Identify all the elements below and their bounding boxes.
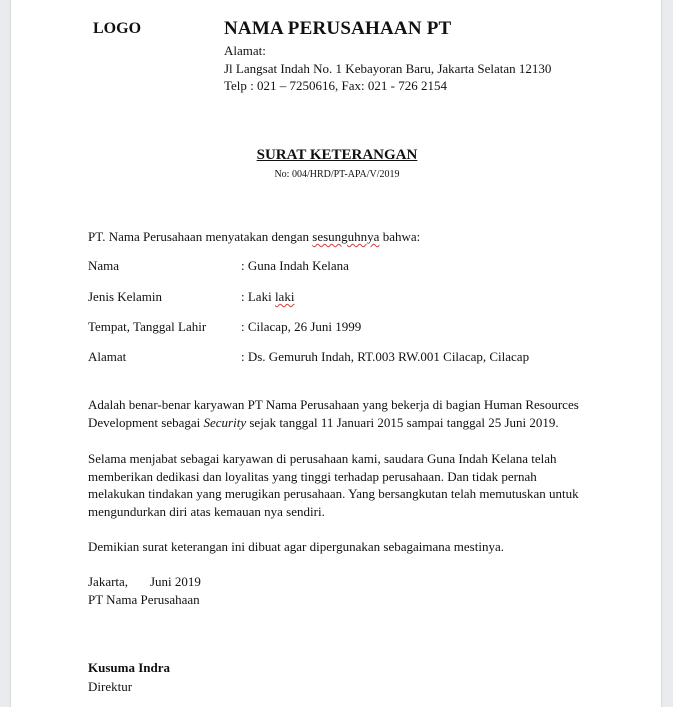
field-label-alamat: Alamat — [88, 349, 127, 364]
signer-title: Direktur — [88, 679, 133, 694]
contact-line: Telp : 021 – 7250616, Fax: 021 - 726 2154 — [224, 78, 447, 93]
letter-date: Juni 2019 — [150, 574, 201, 589]
intro-prefix: PT. Nama Perusahaan menyatakan dengan — [88, 229, 313, 244]
paragraph-closing: Demikian surat keterangan ini dibuat agar dipergunakan sebagaimana mestinya. — [88, 539, 504, 554]
para1-part1: Adalah benar-benar karyawan PT Nama Perusahaan yang bekerja di bagian Human Resources Development sebagai — [88, 397, 579, 430]
letter-number: No: 004/HRD/PT-APA/V/2019 — [274, 169, 400, 180]
address-line: Jl Langsat Indah No. 1 Kebayoran Baru, Jakarta Selatan 12130 — [224, 61, 552, 76]
company-name: NAMA PERUSAHAAN PT — [224, 18, 452, 39]
company-signature: PT Nama Perusahaan — [88, 592, 200, 607]
para1-italic: Security — [203, 414, 247, 430]
field-value-ttl: : Cilacap, 26 Juni 1999 — [241, 319, 362, 334]
field-value-nama: : Guna Indah Kelana — [241, 258, 349, 273]
spellcheck-word[interactable]: laki — [274, 289, 295, 304]
intro-text — [88, 228, 420, 246]
paragraph-employment — [88, 396, 588, 431]
letter-title: SURAT KETERANGAN — [256, 147, 418, 163]
place-label: Jakarta, — [88, 574, 129, 589]
field-value-alamat: : Ds. Gemuruh Indah, RT.003 RW.001 Cilacap, Cilacap — [241, 349, 530, 364]
para1-part2: sejak tanggal 11 Januari 2015 sampai tanggal 25 Juni 2019. — [246, 414, 559, 430]
field-value-jenis-kelamin — [241, 289, 294, 305]
document-page — [10, 0, 662, 707]
company-logo: LOGO — [93, 20, 142, 37]
field-label-nama: Nama — [88, 258, 120, 273]
paragraph-resignation: Selama menjabat sebagai karyawan di perusahaan kami, saudara Guna Indah Kelana telah memberikan dedikasi dan loyalitas yang tinggi terhadap perusahaan. Dan tidak pernah melakukan tindakan yang merugikan perusahaan. Yang bersangkutan telah memutuskan untuk mengundurkan diri atas kemauan nya sendiri. — [88, 451, 579, 519]
signer-name: Kusuma Indra — [88, 660, 170, 675]
address-label: Alamat: — [224, 43, 266, 58]
field-label-ttl: Tempat, Tanggal Lahir — [88, 319, 207, 334]
spellcheck-word[interactable]: sesunguhnya — [312, 229, 380, 244]
intro-suffix: bahwa: — [379, 229, 421, 244]
gender-prefix: : Laki — [241, 289, 275, 304]
field-label-jenis-kelamin: Jenis Kelamin — [88, 289, 163, 304]
